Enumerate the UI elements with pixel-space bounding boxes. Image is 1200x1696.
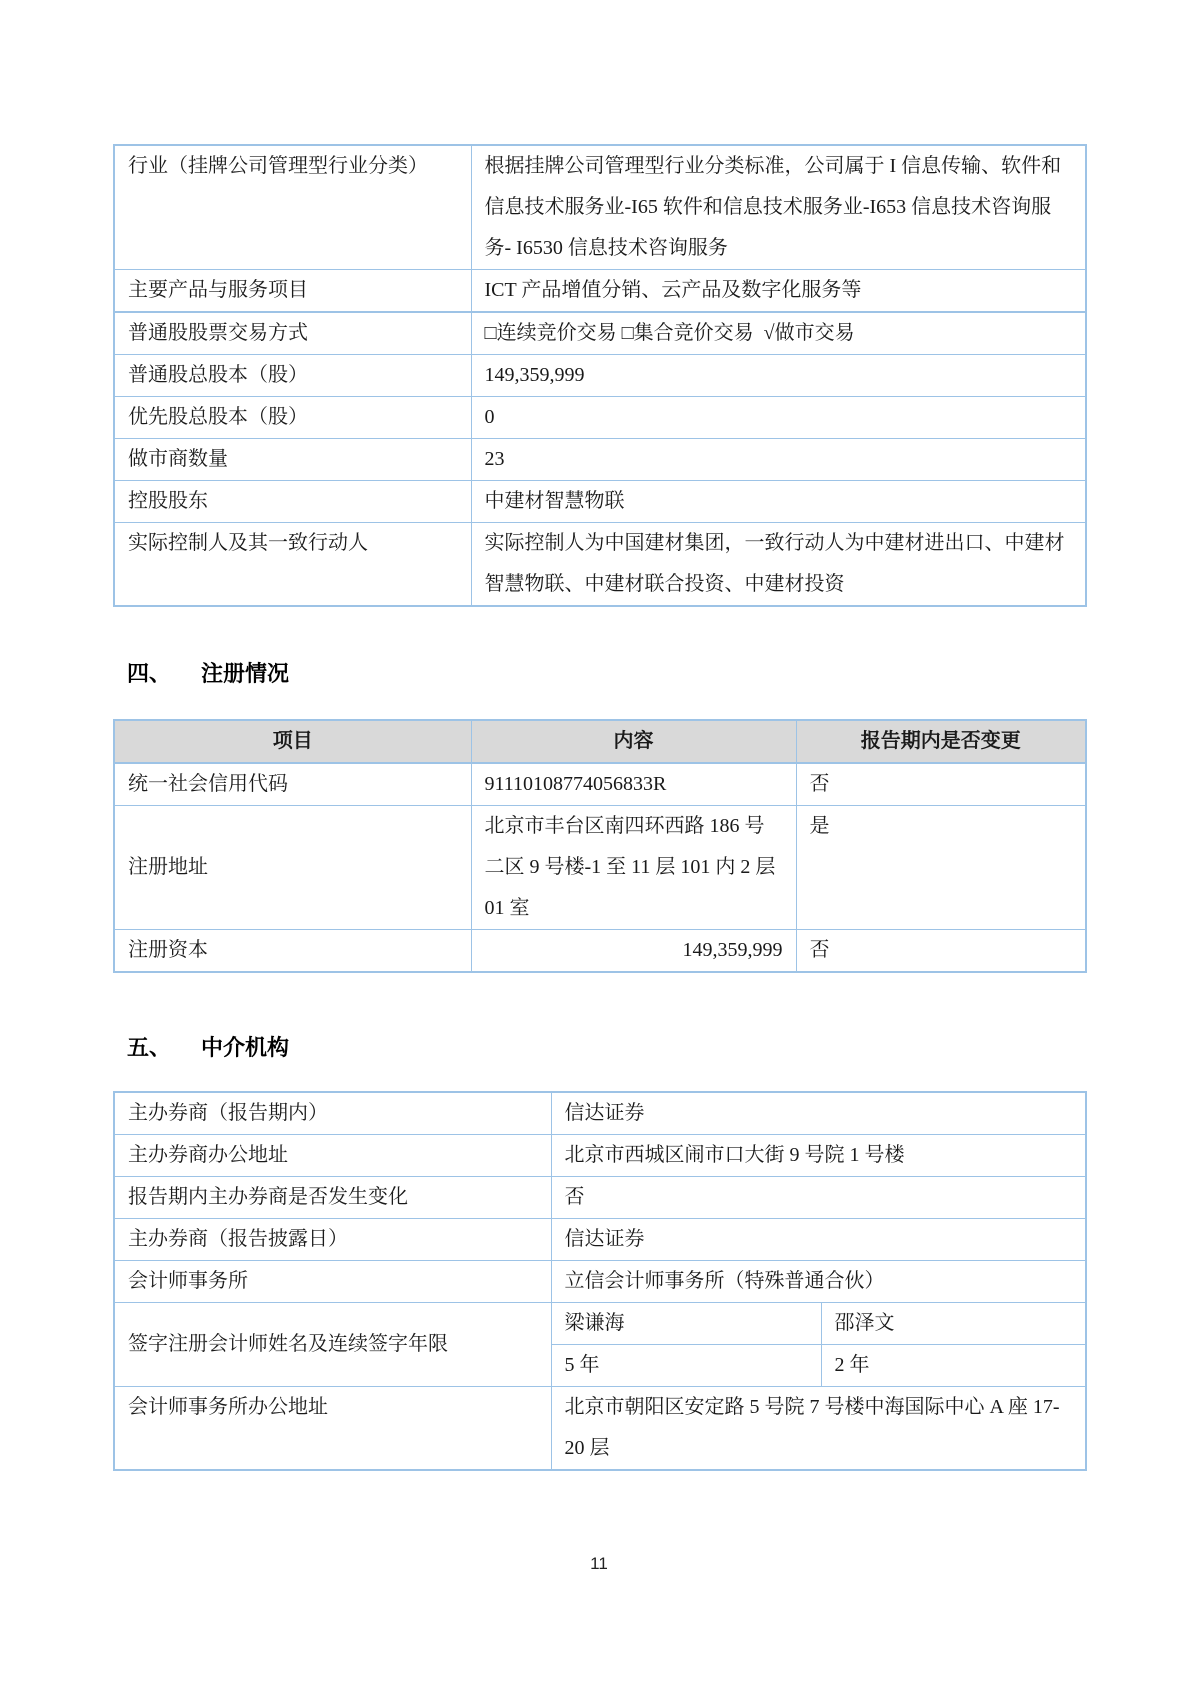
section-number: 五、 (127, 1035, 172, 1060)
row-label: 实际控制人及其一致行动人 (114, 523, 471, 607)
section-heading-registration (127, 659, 1085, 689)
table-row (114, 1135, 1086, 1177)
table-row (114, 930, 1086, 973)
row-value: 91110108774056833R (471, 763, 796, 806)
table-row (114, 397, 1086, 439)
table-row (114, 270, 1086, 313)
row-label: 签字注册会计师姓名及连续签字年限 (114, 1303, 551, 1387)
row-label: 普通股总股本（股） (114, 355, 471, 397)
row-label: 行业（挂牌公司管理型行业分类） (114, 145, 471, 270)
row-value: 0 (471, 397, 1086, 439)
table-row (114, 523, 1086, 607)
row-label: 主办券商（报告期内） (114, 1092, 551, 1135)
table-row (114, 1219, 1086, 1261)
row-label: 普通股股票交易方式 (114, 312, 471, 355)
registration-table (113, 719, 1087, 973)
table-row (114, 806, 1086, 930)
column-header-content: 内容 (471, 720, 796, 763)
table-row (114, 1387, 1086, 1471)
row-value: 实际控制人为中国建材集团，一致行动人为中建材进出口、中建材智慧物联、中建材联合投资、中建材投资 (471, 523, 1086, 607)
row-value: 信达证券 (551, 1092, 1086, 1135)
table-header-row (114, 720, 1086, 763)
row-changed-flag: 是 (796, 806, 1086, 930)
table-row (114, 312, 1086, 355)
row-label: 主办券商（报告披露日） (114, 1219, 551, 1261)
table-row (114, 1261, 1086, 1303)
row-changed-flag: 否 (796, 930, 1086, 973)
table-row (114, 1092, 1086, 1135)
row-value: 北京市丰台区南四环西路 186 号二区 9 号楼-1 至 11 层 101 内 2 层 01 室 (471, 806, 796, 930)
table-row (114, 1303, 1086, 1345)
column-header-item: 项目 (114, 720, 471, 763)
row-label: 注册资本 (114, 930, 471, 973)
row-value: 立信会计师事务所（特殊普通合伙） (551, 1261, 1086, 1303)
row-label: 主办券商办公地址 (114, 1135, 551, 1177)
row-label: 主要产品与服务项目 (114, 270, 471, 313)
table-row (114, 1177, 1086, 1219)
section-heading-intermediary (127, 1033, 1085, 1063)
section-title: 中介机构 (201, 1035, 290, 1060)
accountant-years: 5 年 (551, 1345, 821, 1387)
row-label: 统一社会信用代码 (114, 763, 471, 806)
row-label: 报告期内主办券商是否发生变化 (114, 1177, 551, 1219)
row-label: 会计师事务所办公地址 (114, 1387, 551, 1471)
accountant-name: 邵泽文 (821, 1303, 1086, 1345)
document-page (113, 0, 1085, 1574)
table-row (114, 145, 1086, 270)
accountant-name: 梁谦海 (551, 1303, 821, 1345)
row-value: 149,359,999 (471, 355, 1086, 397)
row-label: 做市商数量 (114, 439, 471, 481)
intermediary-table (113, 1091, 1087, 1471)
table-row (114, 439, 1086, 481)
row-value: 23 (471, 439, 1086, 481)
table-row (114, 355, 1086, 397)
row-label: 优先股总股本（股） (114, 397, 471, 439)
row-value: 根据挂牌公司管理型行业分类标准，公司属于 I 信息传输、软件和信息技术服务业-I65 软件和信息技术服务业-I653 信息技术咨询服务- I6530 信息技术咨询服务 (471, 145, 1086, 270)
row-label: 控股股东 (114, 481, 471, 523)
section-number: 四、 (127, 661, 172, 686)
row-value: 149,359,999 (471, 930, 796, 973)
row-value trading-method-checkboxes: □连续竞价交易 □集合竞价交易 √做市交易 (471, 312, 1086, 355)
row-label: 注册地址 (114, 806, 471, 930)
row-value: 否 (551, 1177, 1086, 1219)
table-row (114, 481, 1086, 523)
row-label: 会计师事务所 (114, 1261, 551, 1303)
row-value: 北京市朝阳区安定路 5 号院 7 号楼中海国际中心 A 座 17-20 层 (551, 1387, 1086, 1471)
row-value: 北京市西城区闹市口大街 9 号院 1 号楼 (551, 1135, 1086, 1177)
table-row (114, 763, 1086, 806)
section-title: 注册情况 (201, 661, 290, 686)
company-overview-table (113, 144, 1087, 607)
column-header-changed: 报告期内是否变更 (796, 720, 1086, 763)
row-value: 中建材智慧物联 (471, 481, 1086, 523)
page-number: 11 (590, 1554, 608, 1573)
row-value: 信达证券 (551, 1219, 1086, 1261)
row-changed-flag: 否 (796, 763, 1086, 806)
accountant-years: 2 年 (821, 1345, 1086, 1387)
row-value: ICT 产品增值分销、云产品及数字化服务等 (471, 270, 1086, 313)
